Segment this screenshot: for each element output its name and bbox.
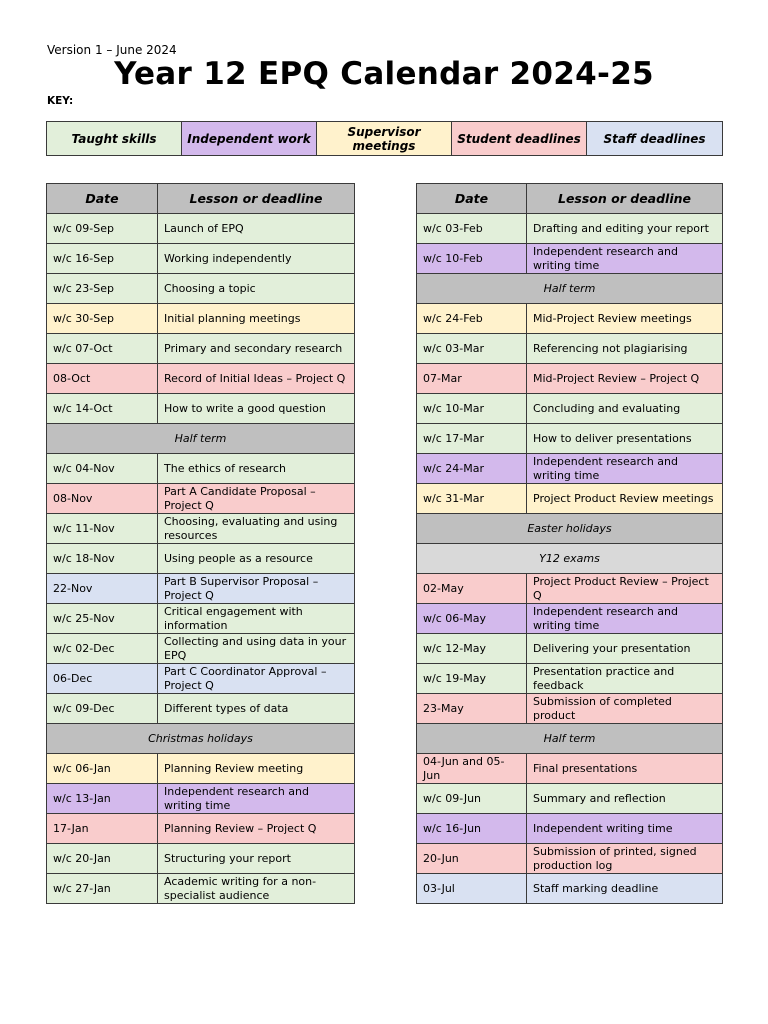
date-cell: w/c 24-Mar	[417, 454, 527, 484]
lesson-cell: Planning Review meeting	[158, 754, 355, 784]
lesson-cell: Referencing not plagiarising	[527, 334, 723, 364]
table-row	[47, 364, 355, 394]
date-cell: w/c 27-Jan	[47, 874, 158, 904]
break-row	[47, 424, 355, 454]
table-row	[417, 754, 723, 784]
lesson-cell: Choosing, evaluating and using resources	[158, 514, 355, 544]
key-student-deadlines: Student deadlines	[452, 122, 587, 156]
key-staff-deadlines: Staff deadlines	[587, 122, 723, 156]
lesson-cell: Delivering your presentation	[527, 634, 723, 664]
lesson-cell: Independent research and writing time	[158, 784, 355, 814]
date-cell: 02-May	[417, 574, 527, 604]
date-cell: w/c 25-Nov	[47, 604, 158, 634]
lesson-cell: Independent writing time	[527, 814, 723, 844]
break-row	[417, 514, 723, 544]
lesson-cell: How to deliver presentations	[527, 424, 723, 454]
lesson-cell: Academic writing for a non-specialist audience	[158, 874, 355, 904]
table-row	[417, 814, 723, 844]
table-row	[417, 364, 723, 394]
table-row	[47, 544, 355, 574]
lesson-cell: The ethics of research	[158, 454, 355, 484]
lesson-cell: Initial planning meetings	[158, 304, 355, 334]
table-row	[47, 484, 355, 514]
date-cell: w/c 10-Mar	[417, 394, 527, 424]
lesson-cell: Mid-Project Review – Project Q	[527, 364, 723, 394]
table-row	[417, 424, 723, 454]
lesson-cell: Independent research and writing time	[527, 244, 723, 274]
table-row	[47, 634, 355, 664]
table-row	[47, 844, 355, 874]
table-row	[417, 664, 723, 694]
date-cell: w/c 24-Feb	[417, 304, 527, 334]
lesson-cell: Concluding and evaluating	[527, 394, 723, 424]
lesson-cell: Independent research and writing time	[527, 604, 723, 634]
date-column-header: Date	[417, 184, 527, 214]
version-label: Version 1 – June 2024	[47, 43, 177, 57]
date-cell: 04-Jun and 05-Jun	[417, 754, 527, 784]
table-row	[47, 334, 355, 364]
break-label: Y12 exams	[417, 544, 723, 574]
lesson-cell: Launch of EPQ	[158, 214, 355, 244]
lesson-cell: Mid-Project Review meetings	[527, 304, 723, 334]
lesson-cell: Part A Candidate Proposal – Project Q	[158, 484, 355, 514]
lesson-column-header: Lesson or deadline	[527, 184, 723, 214]
table-row	[47, 304, 355, 334]
date-cell: w/c 18-Nov	[47, 544, 158, 574]
lesson-cell: Collecting and using data in your EPQ	[158, 634, 355, 664]
table-row	[417, 334, 723, 364]
table-row	[47, 574, 355, 604]
lesson-cell: Submission of completed product	[527, 694, 723, 724]
date-cell: w/c 09-Dec	[47, 694, 158, 724]
table-row	[47, 874, 355, 904]
date-cell: w/c 14-Oct	[47, 394, 158, 424]
date-cell: w/c 06-Jan	[47, 754, 158, 784]
table-row	[47, 754, 355, 784]
key-taught-skills: Taught skills	[47, 122, 182, 156]
date-cell: w/c 02-Dec	[47, 634, 158, 664]
date-cell: w/c 16-Jun	[417, 814, 527, 844]
table-row	[417, 214, 723, 244]
table-row	[47, 274, 355, 304]
break-label: Half term	[417, 274, 723, 304]
calendar-table-autumn-winter	[46, 183, 355, 904]
date-cell: 08-Oct	[47, 364, 158, 394]
date-cell: w/c 07-Oct	[47, 334, 158, 364]
date-cell: 20-Jun	[417, 844, 527, 874]
date-cell: w/c 03-Feb	[417, 214, 527, 244]
date-cell: w/c 09-Sep	[47, 214, 158, 244]
table-row	[47, 514, 355, 544]
break-row	[417, 544, 723, 574]
lesson-cell: Part B Supervisor Proposal – Project Q	[158, 574, 355, 604]
lesson-cell: Submission of printed, signed production log	[527, 844, 723, 874]
table-row	[47, 814, 355, 844]
lesson-cell: Summary and reflection	[527, 784, 723, 814]
table-row	[417, 694, 723, 724]
table-row	[417, 634, 723, 664]
lesson-cell: Choosing a topic	[158, 274, 355, 304]
key-independent-work: Independent work	[182, 122, 317, 156]
table-row	[47, 604, 355, 634]
date-cell: 17-Jan	[47, 814, 158, 844]
table-row	[47, 664, 355, 694]
date-cell: w/c 09-Jun	[417, 784, 527, 814]
page-title: Year 12 EPQ Calendar 2024-25	[114, 56, 654, 92]
date-cell: w/c 30-Sep	[47, 304, 158, 334]
date-cell: w/c 03-Mar	[417, 334, 527, 364]
date-cell: w/c 31-Mar	[417, 484, 527, 514]
lesson-cell: Project Product Review meetings	[527, 484, 723, 514]
lesson-cell: Primary and secondary research	[158, 334, 355, 364]
table-row	[47, 244, 355, 274]
break-row	[417, 724, 723, 754]
lesson-cell: Using people as a resource	[158, 544, 355, 574]
date-cell: w/c 23-Sep	[47, 274, 158, 304]
lesson-cell: Critical engagement with information	[158, 604, 355, 634]
lesson-cell: Drafting and editing your report	[527, 214, 723, 244]
lesson-column-header: Lesson or deadline	[158, 184, 355, 214]
date-cell: w/c 17-Mar	[417, 424, 527, 454]
date-cell: 08-Nov	[47, 484, 158, 514]
date-cell: w/c 12-May	[417, 634, 527, 664]
table-row	[47, 694, 355, 724]
lesson-cell: Working independently	[158, 244, 355, 274]
date-cell: w/c 20-Jan	[47, 844, 158, 874]
date-cell: w/c 10-Feb	[417, 244, 527, 274]
date-cell: w/c 19-May	[417, 664, 527, 694]
lesson-cell: Final presentations	[527, 754, 723, 784]
table-row	[417, 484, 723, 514]
table-row	[417, 874, 723, 904]
lesson-cell: Record of Initial Ideas – Project Q	[158, 364, 355, 394]
table-row	[417, 574, 723, 604]
lesson-cell: Project Product Review – Project Q	[527, 574, 723, 604]
break-label: Half term	[417, 724, 723, 754]
table-row	[47, 454, 355, 484]
lesson-cell: Presentation practice and feedback	[527, 664, 723, 694]
date-cell: w/c 11-Nov	[47, 514, 158, 544]
colour-key	[46, 121, 723, 156]
break-label: Easter holidays	[417, 514, 723, 544]
calendar-table-spring-summer	[416, 183, 723, 904]
date-cell: 22-Nov	[47, 574, 158, 604]
date-cell: w/c 04-Nov	[47, 454, 158, 484]
table-row	[417, 454, 723, 484]
lesson-cell: Structuring your report	[158, 844, 355, 874]
table-row	[417, 304, 723, 334]
lesson-cell: Different types of data	[158, 694, 355, 724]
date-cell: w/c 13-Jan	[47, 784, 158, 814]
table-row	[417, 784, 723, 814]
lesson-cell: Independent research and writing time	[527, 454, 723, 484]
lesson-cell: Part C Coordinator Approval – Project Q	[158, 664, 355, 694]
date-column-header: Date	[47, 184, 158, 214]
table-row	[47, 394, 355, 424]
date-cell: 03-Jul	[417, 874, 527, 904]
date-cell: 23-May	[417, 694, 527, 724]
table-row	[47, 214, 355, 244]
date-cell: w/c 06-May	[417, 604, 527, 634]
table-row	[417, 244, 723, 274]
lesson-cell: Planning Review – Project Q	[158, 814, 355, 844]
key-supervisor-meetings: Supervisor meetings	[317, 122, 452, 156]
lesson-cell: How to write a good question	[158, 394, 355, 424]
date-cell: 06-Dec	[47, 664, 158, 694]
break-label: Christmas holidays	[47, 724, 355, 754]
date-cell: w/c 16-Sep	[47, 244, 158, 274]
table-row	[417, 844, 723, 874]
table-row	[417, 394, 723, 424]
break-row	[47, 724, 355, 754]
break-label: Half term	[47, 424, 355, 454]
lesson-cell: Staff marking deadline	[527, 874, 723, 904]
table-row	[417, 604, 723, 634]
date-cell: 07-Mar	[417, 364, 527, 394]
break-row	[417, 274, 723, 304]
key-label: KEY:	[47, 95, 74, 107]
table-row	[47, 784, 355, 814]
